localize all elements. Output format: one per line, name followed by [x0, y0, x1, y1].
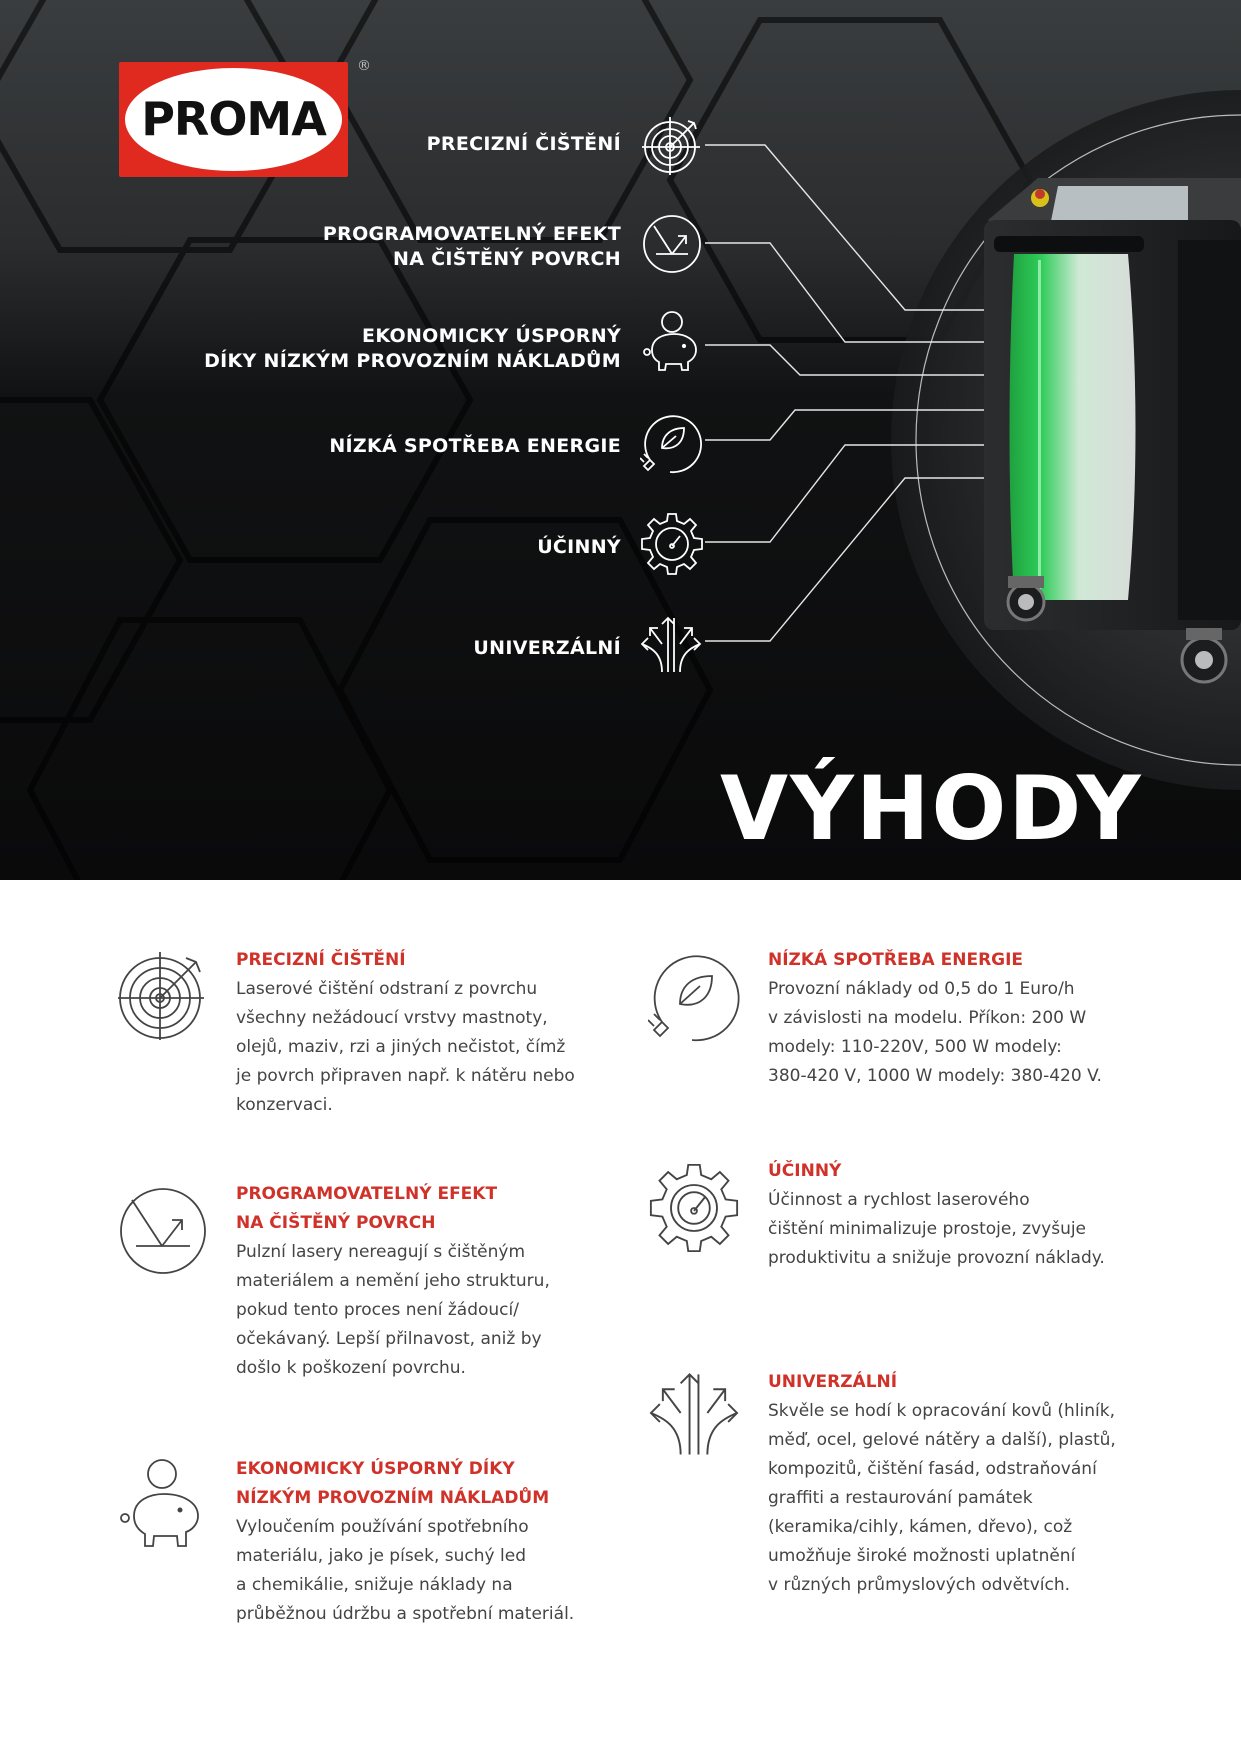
benefit-title [768, 946, 1118, 975]
logo-wordmark: PROMA [141, 92, 326, 146]
benefit-text-line: čištění minimalizuje prostoje, zvyšuje [768, 1219, 1087, 1239]
benefit-text-line: v různých průmyslových odvětvích. [768, 1575, 1070, 1595]
reflection-icon [642, 214, 702, 274]
eco-plug-icon [640, 412, 704, 476]
benefit-text-line: olejů, maziv, rzi a jiných nečistot, čímž [236, 1037, 566, 1057]
benefit-text-line: konzervaci. [236, 1095, 333, 1115]
benefit-text [236, 1238, 586, 1383]
hero-feature-precise-cleaning [427, 132, 621, 157]
benefit-low-energy [768, 946, 1118, 1091]
benefit-text [236, 1513, 586, 1629]
hero-feature-programmable-effect [323, 222, 621, 272]
benefit-text [236, 975, 586, 1120]
benefit-text-line: v závislosti na modelu. Příkon: 200 W [768, 1008, 1087, 1028]
benefit-title-line: PRECIZNÍ ČIŠTĚNÍ [236, 950, 406, 970]
benefit-text-line: měď, ocel, gelové nátěry a další), plastů, [768, 1430, 1116, 1450]
benefit-text-line: produktivitu a snižuje provozní náklady. [768, 1248, 1105, 1268]
benefit-text-line: graffiti a restaurování památek [768, 1488, 1033, 1508]
hero-feature-universal [473, 636, 621, 661]
hero-feature-efficient [537, 535, 621, 560]
hero-feature-economical [204, 324, 621, 374]
hero-feature-line: NÍZKÁ SPOTŘEBA ENERGIE [329, 435, 621, 457]
benefit-text-line: Pulzní lasery nereagují s čištěným [236, 1242, 526, 1262]
benefit-text [768, 975, 1118, 1091]
target-icon [118, 950, 208, 1040]
hero-feature-line: ÚČINNÝ [537, 536, 621, 558]
hero-feature-line: PROGRAMOVATELNÝ EFEKT [322, 223, 621, 245]
benefit-economical [236, 1455, 586, 1629]
benefit-text-line: došlo k poškození povrchu. [236, 1358, 466, 1378]
benefit-text-line: a chemikálie, snižuje náklady na [236, 1575, 513, 1595]
benefit-title [236, 1180, 586, 1238]
benefit-text-line: průběžnou údržbu a spotřební materiál. [236, 1604, 575, 1624]
benefit-text-line: Vyloučením používání spotřebního [236, 1517, 529, 1537]
multi-arrows-icon [640, 614, 702, 674]
benefit-universal [768, 1368, 1118, 1600]
benefit-programmable-effect [236, 1180, 586, 1383]
multi-arrows-icon [648, 1368, 740, 1458]
benefit-text-line: Provozní náklady od 0,5 do 1 Euro/h [768, 979, 1075, 999]
eco-plug-icon [648, 952, 740, 1044]
piggy-bank-icon [640, 310, 704, 376]
benefit-text-line: očekávaný. Lepší přilnavost, aniž by [236, 1329, 542, 1349]
hero-feature-line: UNIVERZÁLNÍ [473, 637, 621, 659]
benefit-title [236, 1455, 586, 1513]
benefit-title [768, 1368, 1118, 1397]
benefit-text-line: Skvěle se hodí k opracování kovů (hliník, [768, 1401, 1116, 1421]
benefit-text-line: materiálu, jako je písek, suchý led [236, 1546, 526, 1566]
benefit-text-line: 380-420 V, 1000 W modely: 380-420 V. [768, 1066, 1102, 1086]
benefit-text-line: Účinnost a rychlost laserového [768, 1190, 1030, 1210]
hero-feature-line: PRECIZNÍ ČIŠTĚNÍ [426, 133, 621, 155]
benefit-title-line: NÍZKÁ SPOTŘEBA ENERGIE [768, 950, 1024, 970]
benefit-text-line: všechny nežádoucí vrstvy mastnoty, [236, 1008, 548, 1028]
benefit-text-line: pokud tento proces není žádoucí/ [236, 1300, 519, 1320]
benefit-text-line: Laserové čištění odstraní z povrchu [236, 979, 538, 999]
reflection-icon [118, 1186, 208, 1276]
benefit-precise-cleaning [236, 946, 586, 1120]
benefit-title [768, 1157, 1118, 1186]
benefit-title-line: EKONOMICKY ÚSPORNÝ DÍKY [236, 1459, 515, 1479]
target-icon [642, 115, 702, 175]
gear-gauge-icon [648, 1162, 740, 1254]
registered-mark: ® [357, 58, 371, 74]
benefit-title-line: NA ČIŠTĚNÝ POVRCH [236, 1213, 436, 1233]
benefit-text-line: materiálem a nemění jeho strukturu, [236, 1271, 550, 1291]
benefit-text-line: kompozitů, čištění fasád, odstraňování [768, 1459, 1097, 1479]
laser-cleaning-machine [978, 170, 1241, 690]
piggy-bank-icon [116, 1458, 208, 1552]
hero-feature-line: EKONOMICKY ÚSPORNÝ [362, 325, 621, 347]
gear-gauge-icon [640, 512, 704, 576]
benefit-title-line: NÍZKÝM PROVOZNÍM NÁKLADŮM [236, 1488, 550, 1508]
benefit-title-line: ÚČINNÝ [768, 1161, 842, 1181]
benefit-title [236, 946, 586, 975]
hero-feature-line: DÍKY NÍZKÝM PROVOZNÍM NÁKLADŮM [204, 350, 621, 372]
page-title: VÝHODY [720, 757, 1143, 860]
benefit-text-line: je povrch připraven např. k nátěru nebo [236, 1066, 575, 1086]
proma-logo [119, 62, 348, 177]
benefit-efficient [768, 1157, 1118, 1273]
hero-feature-line: NA ČIŠTĚNÝ POVRCH [393, 248, 621, 270]
benefit-text [768, 1397, 1118, 1600]
benefit-text-line: umožňuje široké možnosti uplatnění [768, 1546, 1076, 1566]
benefit-text-line: (keramika/cihly, kámen, dřevo), což [768, 1517, 1073, 1537]
benefit-title-line: UNIVERZÁLNÍ [768, 1372, 898, 1392]
hero-feature-low-energy [329, 434, 621, 459]
benefit-text [768, 1186, 1118, 1273]
benefit-text-line: modely: 110-220V, 500 W modely: [768, 1037, 1062, 1057]
benefit-title-line: PROGRAMOVATELNÝ EFEKT [236, 1184, 498, 1204]
